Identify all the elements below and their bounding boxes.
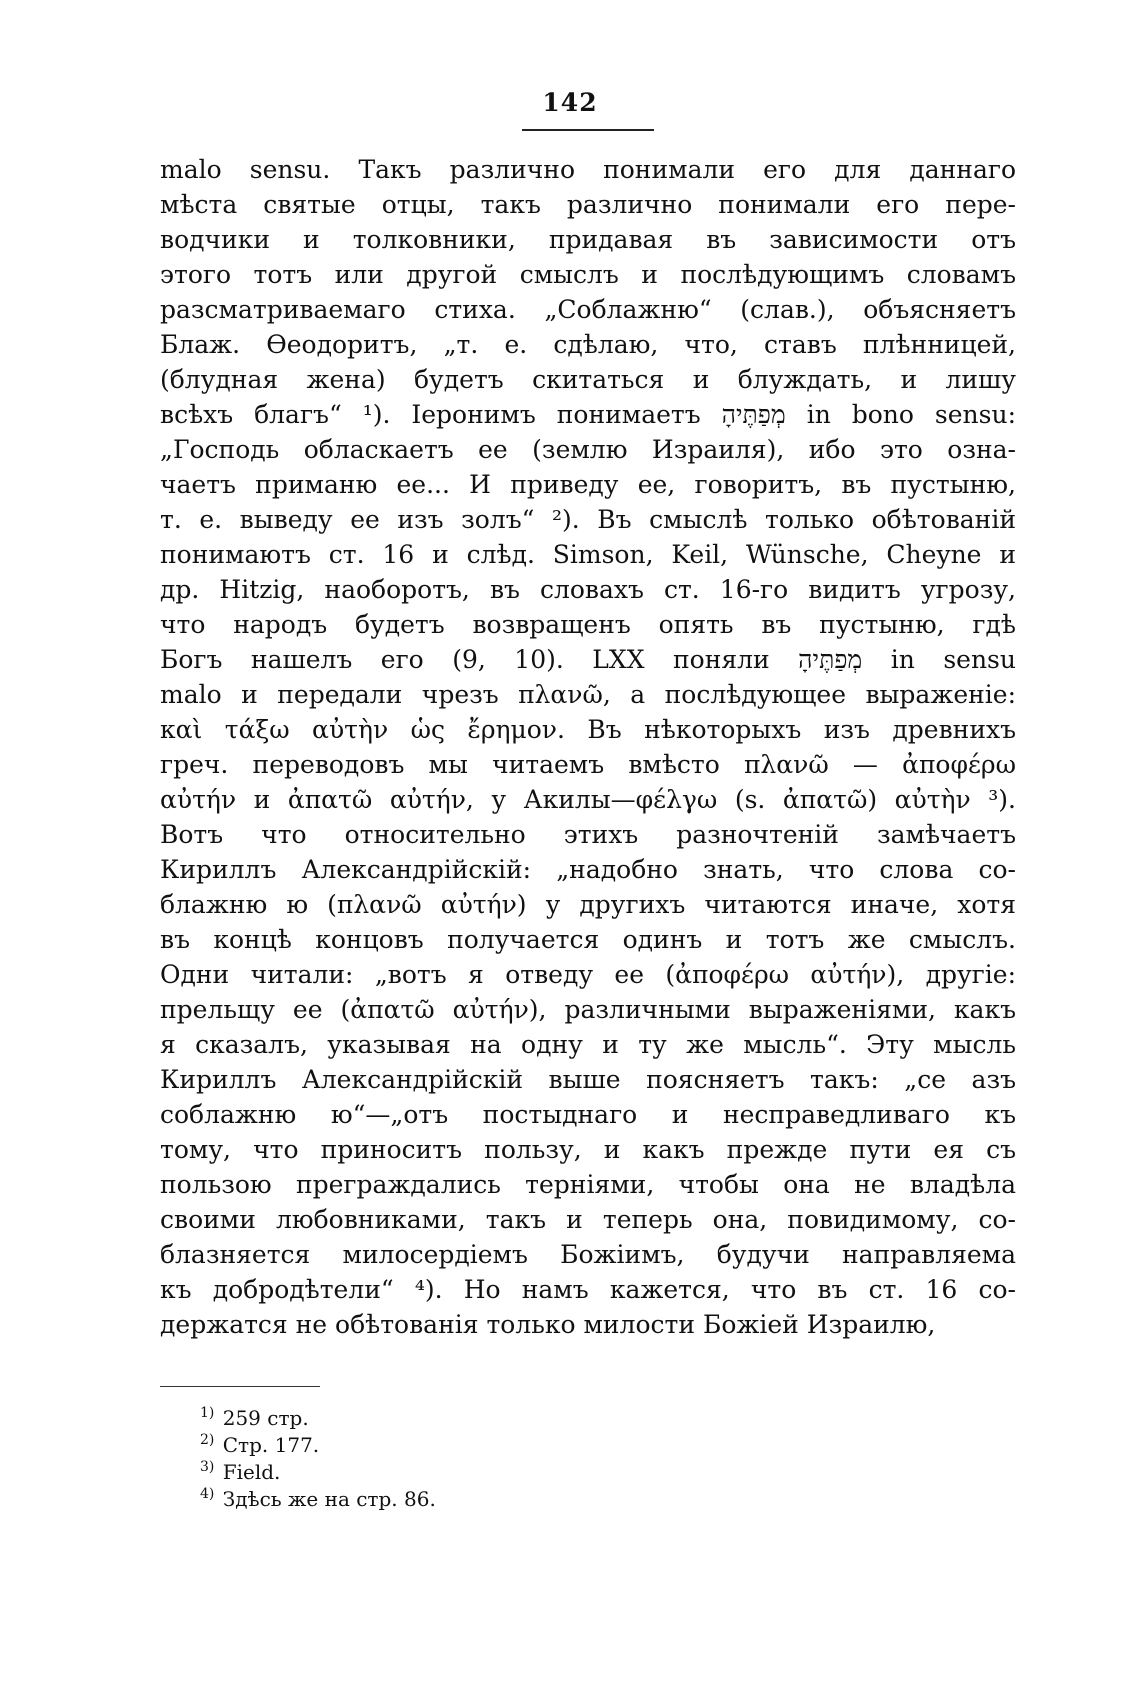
text-line: Вотъ что относительно этихъ разночтеній замѣчаетъ: [160, 820, 1016, 849]
text-line: блажню ю (πλανῶ αὐτήν) у другихъ читаются иначе, хотя: [160, 890, 1016, 919]
footnote-text: Стр. 177.: [222, 1433, 320, 1457]
text-line: держатся не обѣтованія только милости Божіей Израилю,: [160, 1310, 936, 1339]
footnotes: [200, 1405, 900, 1513]
footnote-text: Здѣсь же на стр. 86.: [222, 1487, 436, 1511]
text-line: прельщу ее (ἀπατῶ αὐτήν), различными выраженіями, какъ: [160, 995, 1016, 1024]
text-line: всѣхъ благъ“ ¹). Іеронимъ понимаетъ מְפַתֶּיהָ in bono sensu:: [160, 400, 1016, 429]
footnote: [200, 1486, 900, 1513]
text-line: Богъ нашелъ его (9, 10). LXX поняли מְפַתֶּיהָ in sensu: [160, 645, 1016, 674]
footnote-text: 259 стр.: [222, 1406, 309, 1430]
footnote-rule: [160, 1386, 320, 1387]
text-line: водчики и толковники, придавая въ зависимости отъ: [160, 225, 1016, 254]
text-line: своими любовниками, такъ и теперь она, повидимому, со-: [160, 1205, 1016, 1234]
text-line: „Господь обласкаетъ ее (землю Израиля), ибо это озна-: [160, 435, 1016, 464]
page-number: 142: [542, 88, 598, 117]
body-text: [160, 152, 1016, 1342]
footnote: [200, 1459, 900, 1486]
text-line: αὐτήν и ἀπατῶ αὐτήν, у Акилы—φέλγω (s. ἀπατῶ) αὐτὴν ³).: [160, 785, 1016, 814]
text-line: т. е. выведу ее изъ золъ“ ²). Въ смыслѣ только обѣтованій: [160, 505, 1016, 534]
text-line: Одни читали: „вотъ я отведу ее (ἀποφέρω αὐτήν), другіе:: [160, 960, 1016, 989]
text-line: понимаютъ ст. 16 и слѣд. Simson, Keil, Wünsche, Cheyne и: [160, 540, 1016, 569]
text-line: др. Hitzig, наоборотъ, въ словахъ ст. 16-го видитъ угрозу,: [160, 575, 1016, 604]
footnote-text: Field.: [222, 1460, 281, 1484]
text-line: мѣста святые отцы, такъ различно понимали его пере-: [160, 190, 1016, 219]
footnote-marker: 2): [200, 1432, 215, 1449]
text-line: соблажню ю“—„отъ постыднаго и несправедливаго къ: [160, 1100, 1016, 1129]
text-line: въ концѣ концовъ получается одинъ и тотъ же смыслъ.: [160, 925, 1016, 954]
text-line: блазняется милосердіемъ Божіимъ, будучи направляема: [160, 1240, 1016, 1269]
footnote: [200, 1432, 900, 1459]
text-line: разсматриваемаго стиха. „Соблажню“ (слав.), объясняетъ: [160, 295, 1016, 324]
footnote-marker: 1): [200, 1405, 215, 1422]
text-line: чаетъ приманю ее... И приведу ее, говоритъ, въ пустыню,: [160, 470, 1016, 499]
text-line: Кириллъ Александрійскій выше поясняетъ такъ: „се азъ: [160, 1065, 1016, 1094]
header-rule: [522, 129, 654, 131]
text-line: Кириллъ Александрійскій: „надобно знать, что слова со-: [160, 855, 1016, 884]
text-line: я сказалъ, указывая на одну и ту же мысль“. Эту мысль: [160, 1030, 1016, 1059]
text-line: (блудная жена) будетъ скитаться и блуждать, и лишу: [160, 365, 1016, 394]
text-line: къ добродѣтели“ ⁴). Но намъ кажется, что въ ст. 16 со-: [160, 1275, 1016, 1304]
text-line: malo и передали чрезъ πλανῶ, а послѣдующее выраженіе:: [160, 680, 1016, 709]
footnote: [200, 1405, 900, 1432]
text-line: тому, что приноситъ пользу, и какъ прежде пути ея съ: [160, 1135, 1016, 1164]
text-line: malo sensu. Такъ различно понимали его для даннаго: [160, 155, 1016, 184]
text-line: пользою преграждались терніями, чтобы она не владѣла: [160, 1170, 1016, 1199]
text-line: καὶ τάξω αὐτὴν ὡς ἔρημον. Въ нѣкоторыхъ изъ древнихъ: [160, 715, 1016, 744]
text-line: этого тотъ или другой смыслъ и послѣдующимъ словамъ: [160, 260, 1016, 289]
text-line: что народъ будетъ возвращенъ опять въ пустыню, гдѣ: [160, 610, 1016, 639]
footnote-marker: 4): [200, 1486, 215, 1503]
text-line: греч. переводовъ мы читаемъ вмѣсто πλανῶ — ἀποφέρω: [160, 750, 1016, 779]
footnote-marker: 3): [200, 1459, 215, 1476]
text-line: Блаж. Ѳеодоритъ, „т. е. сдѣлаю, что, ставъ плѣнницей,: [160, 330, 1016, 359]
